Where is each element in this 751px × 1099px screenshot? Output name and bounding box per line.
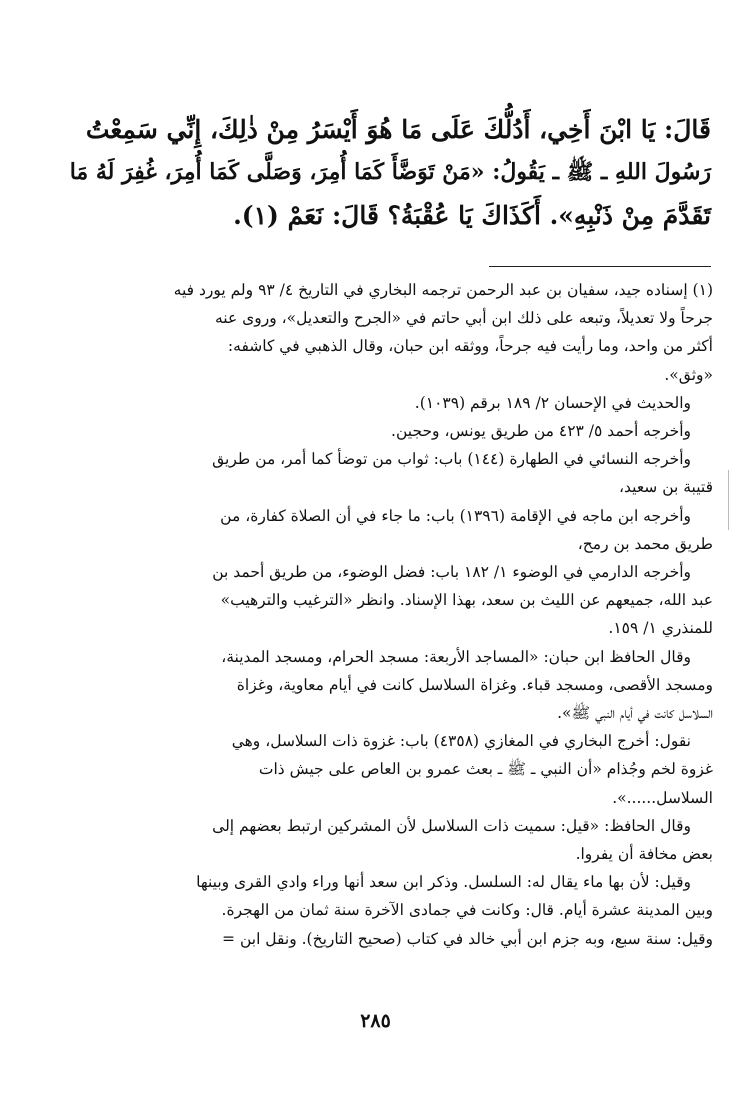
footnote-line: وقال الحافظ: «قيل: سميت ذات السلاسل لأن المشركين ارتبط بعضهم إلى (212, 816, 691, 835)
main-text-line: رَسُولَ اللهِ ـ ﷺ ـ يَقُولُ: «مَنْ تَوَضَّأَ كَمَا أُمِرَ، وَصَلَّى كَمَا أُمِرَ، غُفِرَ لَهُ مَا (69, 159, 711, 185)
footnote-line: ومسجد الأقصى، ومسجد قباء. وغزاة السلاسل كانت في أيام معاوية، وغزاة (236, 675, 713, 694)
footnote-line: وبين المدينة عشرة أيام. قال: وكانت في جمادى الآخرة سنة ثمان من الهجرة. (221, 901, 713, 920)
footnote-divider (489, 266, 711, 267)
footnote-line: السلاسل......». (612, 788, 713, 807)
footnote-line: جرحاً ولا تعديلاً، وتبعه على ذلك ابن أبي حاتم في «الجرح والتعديل»، وروى عنه (214, 309, 713, 328)
footnote-line: والحديث في الإحسان ٢/ ١٨٩ برقم (١٠٣٩). (414, 393, 691, 412)
footnotes-section (25, 276, 713, 953)
footnote-line: وأخرجه النسائي في الطهارة (١٤٤) باب: ثواب من توضأ كما أمر، من طريق (212, 450, 691, 469)
footnote-line: (١) إسناده جيد، سفيان بن عبد الرحمن ترجمه البخاري في التاريخ ٤/ ٩٣ ولم يورد فيه (173, 281, 713, 299)
footnote-line: عبد الله، جميعهم عن الليث بن سعد، بهذا الإسناد. وانظر «الترغيب والترهيب» (220, 591, 713, 610)
footnote-line: وقيل: سنة سبع، وبه جزم ابن أبي خالد في كتاب (صحيح التاريخ). ونقل ابن = (222, 929, 713, 948)
footnote-line: أكثر من واحد، وما رأيت فيه جرحاً، ووثقه ابن حبان، وقال الذهبي في كاشفه: (227, 337, 713, 356)
footnote-line: وأخرجه الدارمي في الوضوء ١/ ١٨٢ باب: فضل الوضوء، من طريق أحمد بن (212, 563, 691, 582)
main-hadith-text (70, 108, 711, 237)
footnote-line: قتيبة بن سعيد، (619, 478, 713, 497)
footnote-line: «وثق». (664, 365, 713, 384)
scan-edge-mark (728, 470, 729, 530)
footnote-line: وقال الحافظ ابن حبان: «المساجد الأربعة: مسجد الحرام، ومسجد المدينة، (221, 647, 691, 666)
footnote-line: نقول: أخرج البخاري في المغازي (٤٣٥٨) باب: غزوة ذات السلاسل، وهي (231, 732, 691, 751)
footnote-line: غزوة لخم وجُذام «أن النبي ـ ﷺ ـ بعث عمرو بن العاص على جيش ذات (258, 760, 713, 779)
footnote-line: للمنذري ١/ ١٥٩. (608, 619, 713, 638)
main-text-line: تَقَدَّمَ مِنْ ذَنْبِهِ». أَكَذَاكَ يَا عُقْبَةُ؟ قَالَ: نَعَمْ (١). (233, 201, 711, 230)
footnote-line: وأخرجه ابن ماجه في الإقامة (١٣٩٦) باب: ما جاء في أن الصلاة كفارة، من (220, 506, 691, 525)
page-number: ٢٨٥ (360, 1010, 391, 1032)
footnote-line: السلاسل كانت في أيام النبي ﷺ». (557, 704, 713, 723)
footnote-line: بعض مخافة أن يفروا. (575, 845, 713, 864)
main-text-line: قَالَ: يَا ابْنَ أَخِي، أَدُلُّكَ عَلَى مَا هُوَ أَيْسَرُ مِنْ ذٰلِكَ، إِنِّي سَمِعْتُ (85, 115, 711, 144)
footnote-line: وأخرجه أحمد ٥/ ٤٢٣ من طريق يونس، وحجين. (391, 422, 691, 441)
footnote-line: وقيل: لأن بها ماء يقال له: السلسل. وذكر ابن سعد أنها وراء وادي القرى وبينها (196, 873, 691, 892)
footnote-line: طريق محمد بن رمح، (577, 534, 713, 553)
